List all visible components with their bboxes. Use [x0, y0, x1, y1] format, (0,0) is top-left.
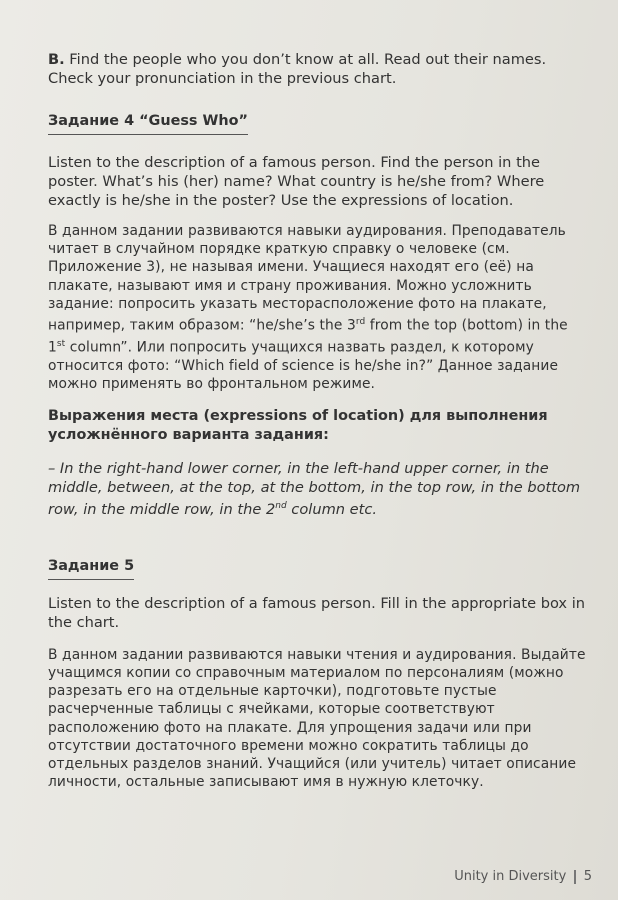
- task4-ru-mid: from the top (bottom) in the 1: [48, 317, 568, 356]
- page-content: [48, 50, 588, 792]
- expressions-list: [48, 459, 588, 519]
- page-footer: [454, 869, 592, 884]
- expressions-sup-nd: nd: [275, 501, 287, 512]
- task4-heading: Задание 4 “Guess Who”: [48, 112, 248, 135]
- part-b-label: B.: [48, 51, 65, 68]
- part-b-paragraph: [48, 50, 588, 88]
- task5-heading: Задание 5: [48, 557, 134, 580]
- expressions-heading: Выражения места (expressions of location) для выполнения усложнённого варианта задания:: [48, 408, 548, 444]
- task4-heading-wrap: [48, 110, 588, 135]
- expressions-text: – In the right-hand lower corner, in the left-hand upper corner, in the middle, between, at the top, at the bottom, in the top row, in the bottom row, in the middle row, in the 2: [48, 460, 581, 518]
- footer-separator: [574, 870, 575, 884]
- task5-instruction: Listen to the description of a famous person. Fill in the appropriate box in the chart.: [48, 594, 586, 631]
- task4-sup-st: st: [56, 338, 66, 349]
- task4-ru-intro: В данном задании развиваются навыки аудирования. Преподаватель читает в случайном порядке краткую справку о человеке (см. Приложение 3), не называя имени. Учащиеся находят его (её) на плакате, называют имя и страну проживания. Можно усложнить задание: попросить указать месторасположение фото на плакате, например, таким образом: “he/she’s the 3: [48, 223, 566, 334]
- task4-ru-end: column”. Или попросить учащихся назвать раздел, к которому относится фото: “Which field of science is he/she in?” Данное задание можно применять во фронтальном режиме.: [48, 339, 559, 392]
- expressions-end: column etc.: [286, 500, 378, 518]
- task4-instruction: Listen to the description of a famous person. Find the person in the poster. What’s his (her) name? What country is he/she from? Where exactly is he/she in the poster? Use the expressions of location.: [48, 154, 545, 209]
- task4-sup-rd: rd: [355, 317, 366, 328]
- task5-russian-paragraph: В данном задании развиваются навыки чтения и аудирования. Выдайте учащимся копии со справочным материалом по персоналиям (можно разрезать его на отдельные карточки), подготовьте пустые расчерченные таблицы с ячейками, которые соответствуют расположению фото на плакате. Для упрощения задачи или при отсутствии достаточного времени можно сократить таблицы до отдельных разделов знаний. Учащийся (или учитель) читает описание личности, остальные записывают имя в нужную клеточку.: [48, 646, 586, 791]
- page-number: 5: [583, 869, 592, 884]
- task4-russian-paragraph: [48, 222, 588, 393]
- part-b-text: Find the people who you don’t know at all. Read out their names. Check your pronunciation in the previous chart.: [48, 51, 547, 87]
- footer-title: Unity in Diversity: [454, 869, 567, 884]
- task5-heading-wrap: [48, 555, 588, 580]
